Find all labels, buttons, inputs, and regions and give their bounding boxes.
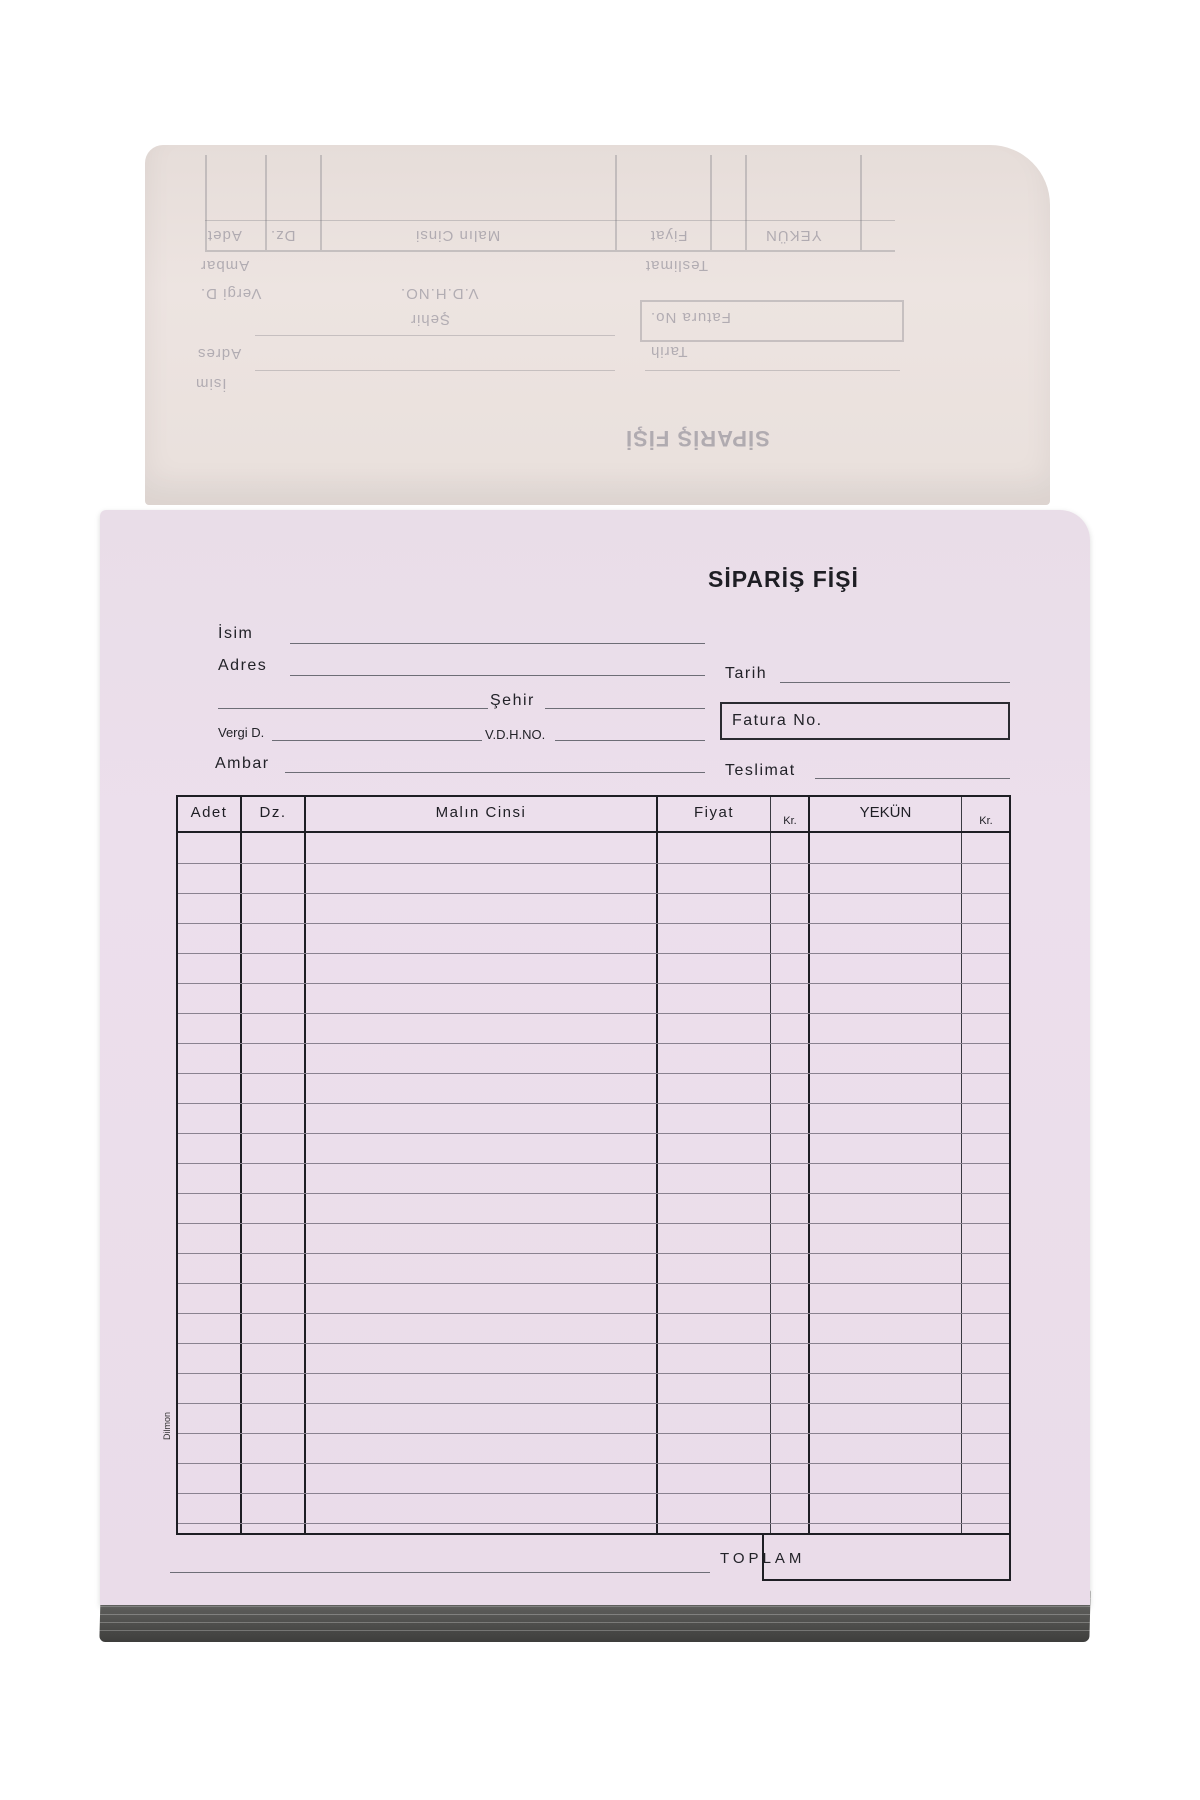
vdhno-line [555,740,705,741]
table-row-line [178,1193,1009,1194]
table-row-line [178,1523,1009,1524]
printer-mark: Dilmon [162,1411,172,1440]
ghost-text: Teslimat [645,257,709,274]
ghost-text: Vergi D. [200,285,262,302]
form-title: SİPARİŞ FİŞİ [708,566,859,592]
label-vdhno: V.D.H.NO. [485,727,546,742]
ghost-text: İsim [195,375,227,392]
label-teslimat: Teslimat [725,762,796,779]
header-fiyat: Fiyat [693,804,734,821]
label-vergi-d: Vergi D. [218,725,265,740]
table-row-line [178,1373,1009,1374]
header-malin-cinsi: Malın Cinsi [435,804,527,821]
fatura-no-box [720,702,1010,740]
ghost-text: Tarih [650,343,688,360]
order-form-sheet [100,510,1090,1605]
table-row-line [178,1313,1009,1314]
header-fiyat-kr: Kr. [783,815,797,827]
folded-back-sheet [145,145,1050,505]
label-ambar: Ambar [215,755,270,772]
header-dz: Dz. [259,804,287,821]
label-toplam: TOPLAM [720,1550,806,1567]
table-row-line [178,1043,1009,1044]
ghost-text: YEKÜN [765,227,822,244]
label-isim: İsim [218,625,254,642]
table-row-line [178,1253,1009,1254]
label-tarih: Tarih [725,665,768,682]
table-row-line [178,1163,1009,1164]
table-row-line [178,1463,1009,1464]
vergi-d-line [272,740,482,741]
ghost-title: SİPARİŞ FİŞİ [625,426,770,451]
table-row-line [178,1283,1009,1284]
table-row-line [178,1013,1009,1014]
header-yekun: YEKÜN [859,804,912,821]
table-row-line [178,1403,1009,1404]
ghost-text: Ambar [200,257,250,274]
adres-line-2 [218,708,488,709]
table-row-line [178,893,1009,894]
teslimat-line [815,778,1010,779]
table-row-line [178,1433,1009,1434]
table-row-line [178,1343,1009,1344]
label-sehir: Şehir [490,692,535,709]
table-row-line [178,953,1009,954]
order-items-table [176,795,1011,1535]
ambar-line [285,772,705,773]
table-row-line [178,983,1009,984]
ghost-text: Şehir [410,311,451,328]
table-row-line [178,1493,1009,1494]
header-adet: Adet [190,804,228,821]
tarih-line [780,682,1010,683]
header-yekun-kr: Kr. [979,815,993,827]
table-row-line [178,1133,1009,1134]
ghost-text: Fatura No. [650,309,731,326]
table-row-line [178,1073,1009,1074]
signature-line [170,1572,710,1573]
sehir-line [545,708,705,709]
label-adres: Adres [218,657,268,674]
table-row-line [178,1223,1009,1224]
isim-line [290,643,705,644]
table-row-line [178,923,1009,924]
table-row-line [178,863,1009,864]
table-row-line [178,1103,1009,1104]
toplam-box [762,1535,1011,1581]
ghost-text: Fiyat [650,227,688,244]
ghost-text: Malın Cinsi [415,227,501,244]
ghost-text: V.D.H.NO. [400,285,479,302]
adres-line [290,675,705,676]
ghost-text: Dz. [270,227,296,244]
label-fatura-no: Fatura No. [732,712,823,729]
ghost-text: Adres [197,345,242,362]
ghost-text: Adet [207,227,242,244]
